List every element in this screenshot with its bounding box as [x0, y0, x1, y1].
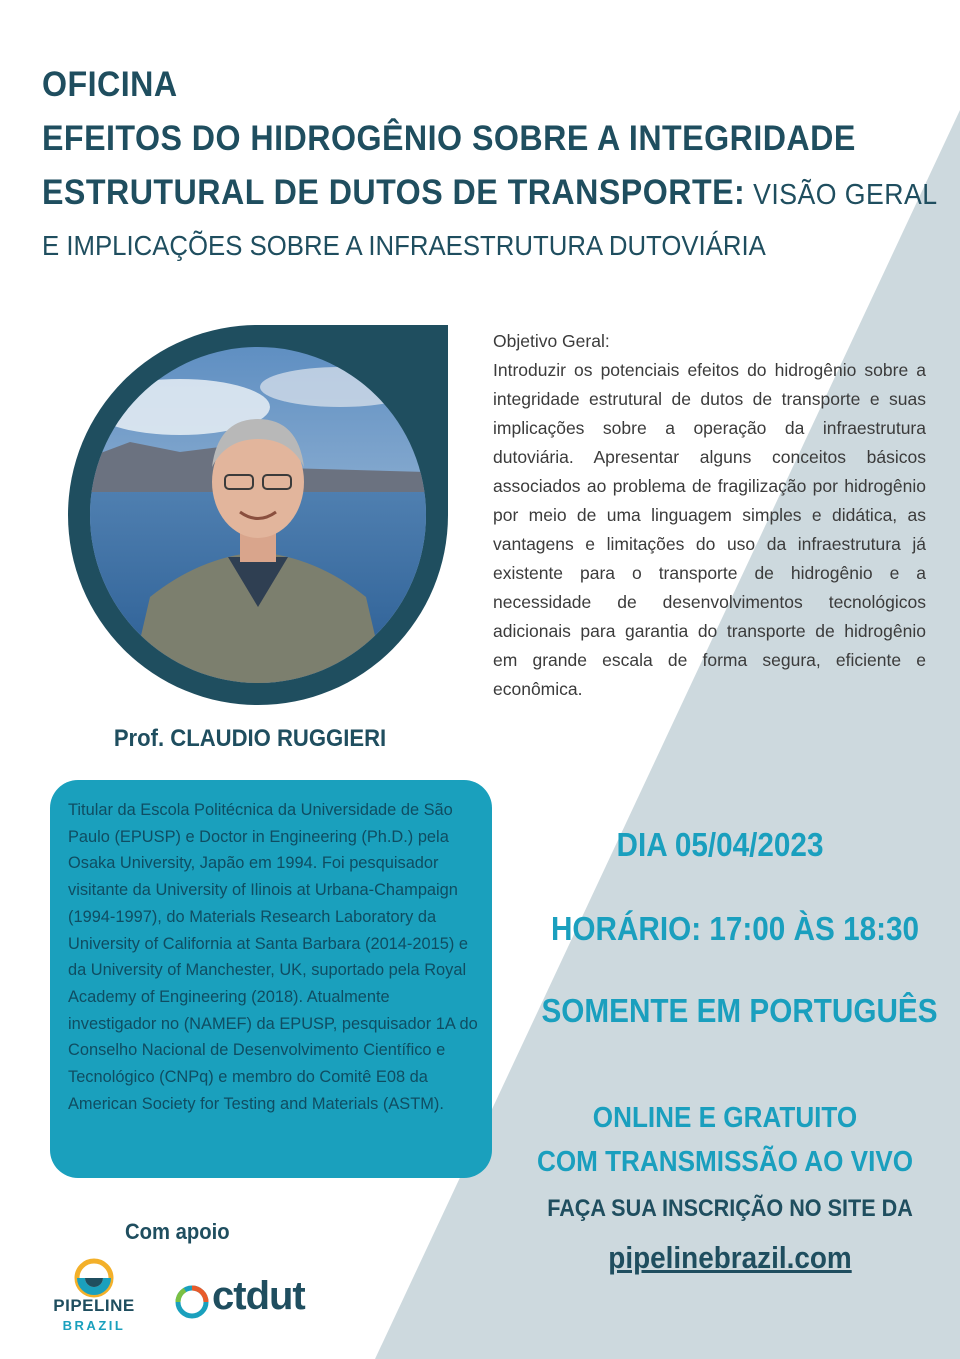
objective-heading: Objetivo Geral:	[493, 331, 610, 351]
ctdut-logo-text: ctdut	[212, 1274, 305, 1318]
speaker-photo-frame	[68, 325, 448, 705]
pipeline-logo-text: PIPELINE	[53, 1296, 135, 1315]
event-online-line-1: ONLINE E GRATUITO	[592, 1102, 858, 1134]
signup-text: FAÇA SUA INSCRIÇÃO NO SITE DA	[547, 1195, 913, 1222]
title-line-3-bold: ESTRUTURAL DE DUTOS DE TRANSPORTE:	[42, 173, 746, 212]
title-line-2: EFEITOS DO HIDROGÊNIO SOBRE A INTEGRIDADE	[42, 119, 856, 158]
title-line-1: OFICINA	[42, 65, 178, 104]
objective-section	[493, 327, 926, 704]
title-line-4: E IMPLICAÇÕES SOBRE A INFRAESTRUTURA DUTOVIÁRIA	[42, 230, 766, 261]
speaker-photo	[90, 347, 426, 683]
pipeline-brazil-logo	[44, 1256, 144, 1336]
event-date: DIA 05/04/2023	[616, 826, 824, 863]
objective-text: Introduzir os potenciais efeitos do hidrogênio sobre a integridade estrutural de dutos de transporte e suas implicações sobre a operação da infraestrutura dutoviária. Apresentar alguns conceitos básicos associados ao problema de fragilização por hidrogênio por meio de uma linguagem simples e didática, as vantagens e limitações do uso da infraestrutura já existente para o transporte de hidrogênio e a necessidade de desenvolvimentos tecnológicos adicionais para garantia do transporte de hidrogênio em grande escala de forma segura, eficiente e econômica.	[493, 360, 926, 699]
ctdut-logo-icon	[172, 1282, 214, 1324]
ctdut-logo	[172, 1274, 317, 1328]
brazil-logo-text: BRAZIL	[62, 1318, 126, 1333]
signup-link[interactable]: pipelinebrazil.com	[608, 1240, 852, 1275]
title-block	[42, 58, 942, 266]
event-language: SOMENTE EM PORTUGUÊS	[541, 992, 938, 1029]
event-online	[523, 1096, 928, 1184]
title-line-3-light: VISÃO GERAL	[745, 179, 938, 211]
event-online-line-2: COM TRANSMISSÃO AO VIVO	[536, 1146, 914, 1178]
support-label: Com apoio	[125, 1219, 230, 1244]
title-line-3	[42, 166, 938, 222]
event-time: HORÁRIO: 17:00 ÀS 18:30	[550, 910, 920, 947]
bio-text: Titular da Escola Politécnica da Universidade de São Paulo (EPUSP) e Doctor in Engineering (Ph.D.) pela Osaka University, Japão em 1994. Foi pesquisador visitante da University of Ilinois at Urbana-Champaign (1994-1997), do Materials Research Laboratory da University of California at Santa Barbara (2014-2015) e da University of Manchester, UK, suportado pela Royal Academy of Engineering (2018). Atualmente investigador no (NAMEF) da EPUSP, pesquisador 1A do Conselho Nacional de Desenvolvimento Científico e Tecnológico (CNPq) e membro do Comitê E08 da American Society for Testing and Materials (ASTM).	[68, 801, 478, 1113]
pipeline-logo-icon	[44, 1256, 144, 1298]
speaker-name: Prof. CLAUDIO RUGGIERI	[113, 725, 387, 752]
